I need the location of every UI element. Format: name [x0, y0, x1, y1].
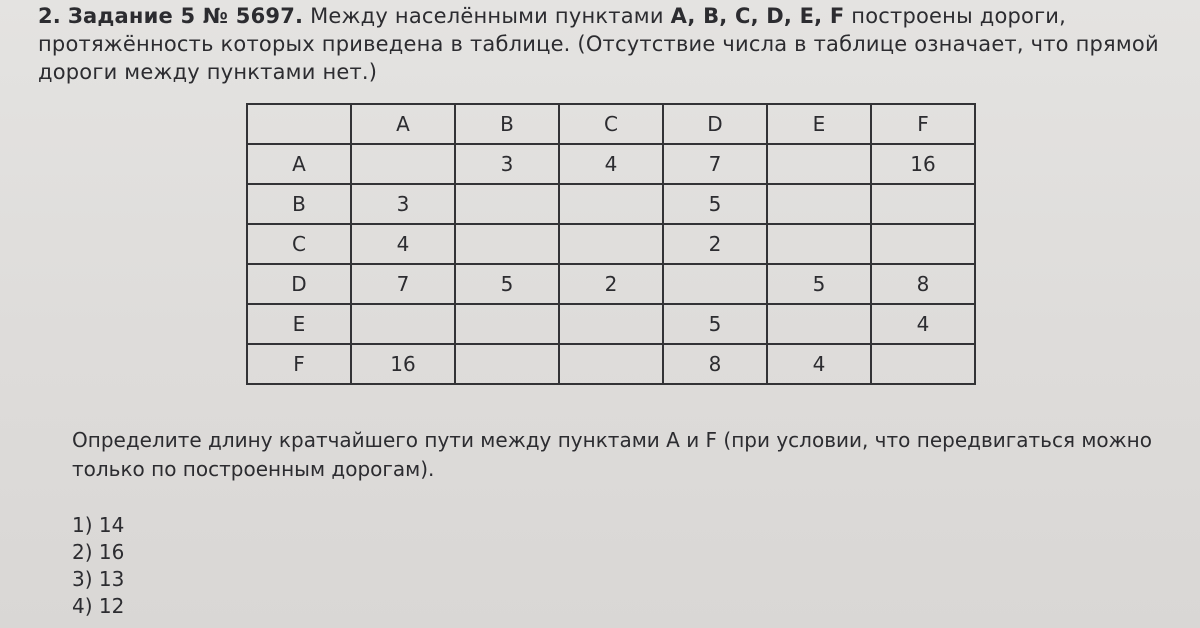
table-row — [247, 224, 975, 264]
distance-cell: 7 — [663, 144, 767, 184]
distance-cell: 8 — [871, 264, 975, 304]
distance-cell: 2 — [663, 224, 767, 264]
distance-cell — [559, 224, 663, 264]
task-points: A, B, C, D, E, F — [670, 4, 845, 28]
column-header: B — [455, 104, 559, 144]
distance-cell: 16 — [351, 344, 455, 384]
distance-cell — [871, 184, 975, 224]
column-header: C — [559, 104, 663, 144]
distance-cell — [351, 304, 455, 344]
task-statement — [38, 2, 1188, 86]
column-header: F — [871, 104, 975, 144]
table-row — [247, 184, 975, 224]
distance-cell: 4 — [559, 144, 663, 184]
distance-cell: 4 — [871, 304, 975, 344]
row-header: E — [247, 304, 351, 344]
row-header: C — [247, 224, 351, 264]
answer-option: 3) 13 — [72, 567, 125, 591]
distance-cell: 5 — [455, 264, 559, 304]
distance-cell: 4 — [351, 224, 455, 264]
answer-option: 2) 16 — [72, 540, 125, 564]
distance-cell — [871, 224, 975, 264]
distance-cell: 5 — [663, 184, 767, 224]
distance-cell: 16 — [871, 144, 975, 184]
distance-cell — [351, 144, 455, 184]
distance-cell: 7 — [351, 264, 455, 304]
distance-cell: 4 — [767, 344, 871, 384]
table-row — [247, 304, 975, 344]
answer-option: 1) 14 — [72, 513, 125, 537]
question-text: Определите длину кратчайшего пути между пунктами A и F (при условии, что передвигаться можно только по построенным дорогам). — [72, 428, 1152, 481]
distance-cell — [455, 184, 559, 224]
table-row — [247, 344, 975, 384]
answer-option: 4) 12 — [72, 594, 125, 618]
distance-cell: 5 — [767, 264, 871, 304]
distance-cell — [767, 144, 871, 184]
distance-cell — [455, 224, 559, 264]
distance-cell: 8 — [663, 344, 767, 384]
distance-cell — [559, 344, 663, 384]
distance-cell — [767, 184, 871, 224]
row-header: B — [247, 184, 351, 224]
distance-cell: 3 — [455, 144, 559, 184]
distance-cell — [455, 344, 559, 384]
distance-cell: 3 — [351, 184, 455, 224]
distance-cell — [663, 264, 767, 304]
distance-cell: 2 — [559, 264, 663, 304]
table-header-row — [247, 104, 975, 144]
row-header: A — [247, 144, 351, 184]
table-corner-cell — [247, 104, 351, 144]
row-header: F — [247, 344, 351, 384]
column-header: E — [767, 104, 871, 144]
task-text-end: построены дороги, протяжённость которых приведена в таблице. (Отсутствие числа в таблице означает, что прямой дороги между пунктами нет.) — [38, 4, 1159, 84]
table-row — [247, 264, 975, 304]
distance-table — [246, 103, 976, 385]
task-title: Задание 5 № 5697. — [67, 4, 304, 28]
distance-cell — [559, 304, 663, 344]
distance-cell: 5 — [663, 304, 767, 344]
column-header: D — [663, 104, 767, 144]
answer-options — [72, 512, 124, 620]
task-text-start: Между населёнными пунктами — [310, 4, 664, 28]
row-header: D — [247, 264, 351, 304]
distance-cell — [767, 224, 871, 264]
task-number: 2. — [38, 4, 61, 28]
distance-table-body — [247, 104, 975, 384]
table-row — [247, 144, 975, 184]
distance-cell — [767, 304, 871, 344]
column-header: A — [351, 104, 455, 144]
distance-cell — [871, 344, 975, 384]
distance-cell — [455, 304, 559, 344]
distance-cell — [559, 184, 663, 224]
